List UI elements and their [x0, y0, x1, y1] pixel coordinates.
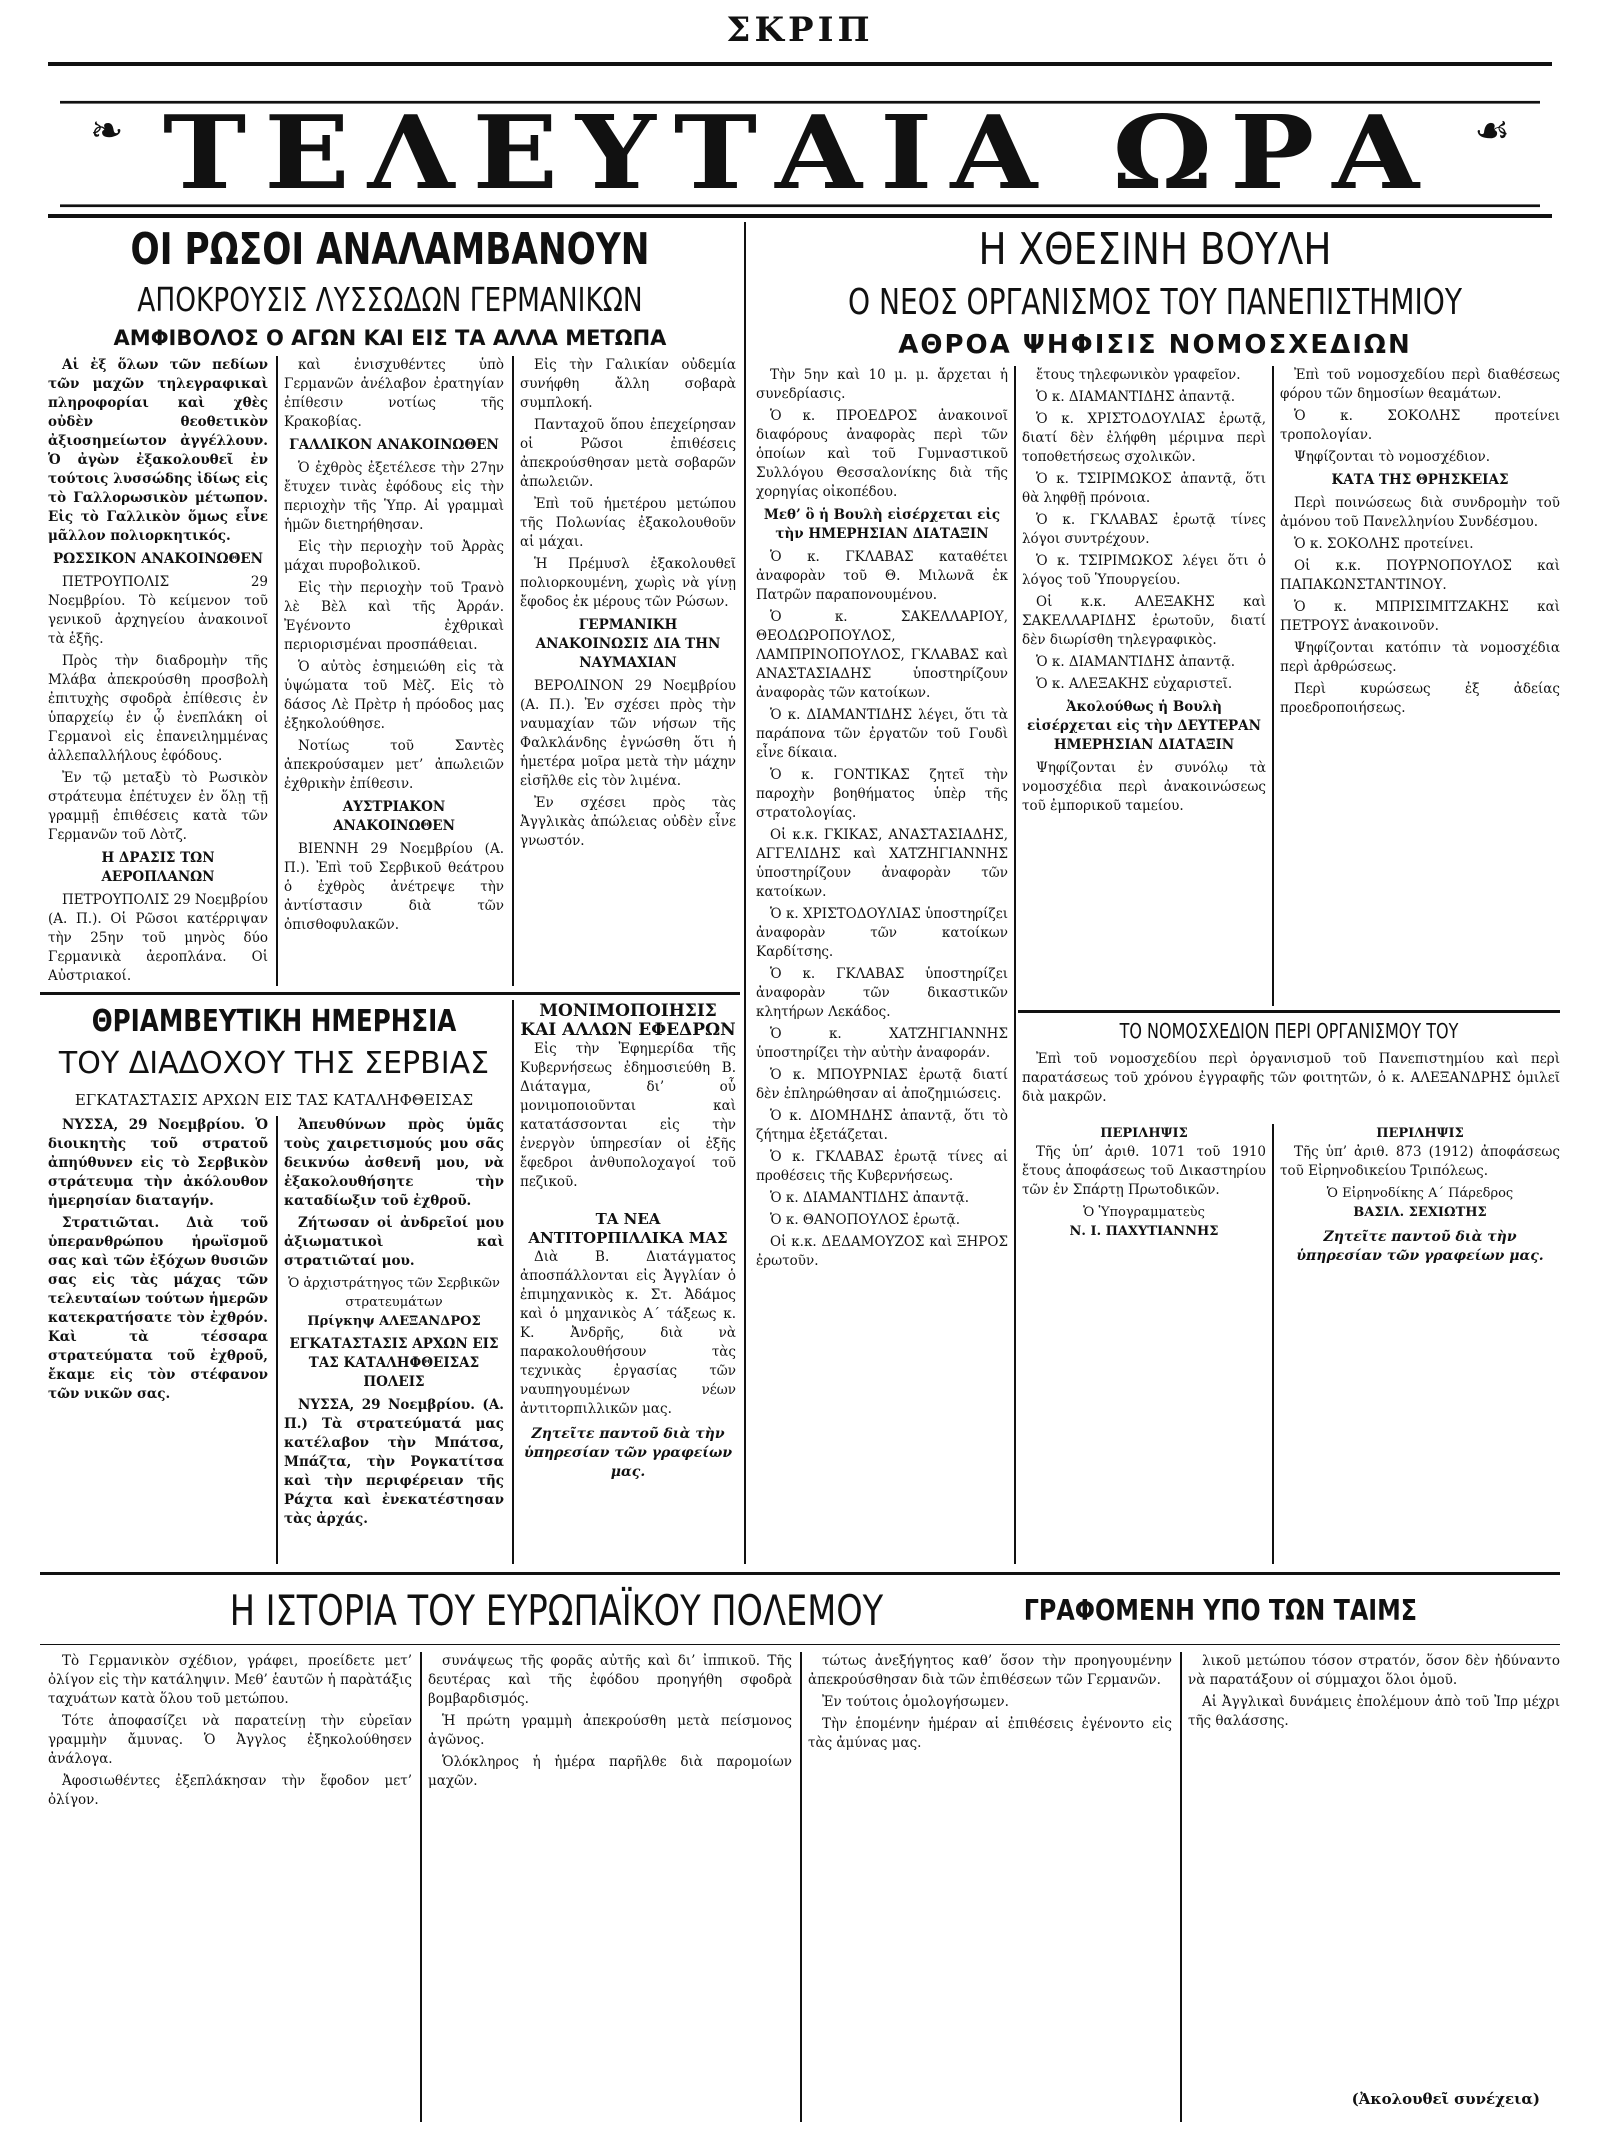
article-subhead: ΑΥΣΤΡΙΑΚΟΝ ΑΝΑΚΟΙΝΩΘΕΝ	[333, 799, 455, 834]
article-subhead: ΚΑΤΑ ΤΗΣ ΘΡΗΣΚΕΙΑΣ	[1331, 472, 1509, 488]
article-paragraph: Ὁ κ. ΔΙΟΜΗΔΗΣ ἀπαντᾷ, ὅτι τὸ ζήτημα ἐξετάζεται.	[756, 1108, 1008, 1143]
column-rule	[276, 356, 278, 986]
notice-signature-name: Ν. Ι. ΠΑΧΥΤΙΑΝΝΗΣ	[1069, 1224, 1219, 1239]
article-paragraph: Ὁ ἐχθρὸς ἐξετέλεσε τὴν 27ην ἔτυχεν τινὰς ἐφόδους εἰς τὴν περιοχὴν τῆς Ὑπρ. Αἱ γραμμαὶ ἡμῶν διετηρήθησαν.	[284, 460, 504, 533]
right-column-1	[756, 366, 1008, 1564]
article-paragraph: Ὁ κ. ΣΟΚΟΛΗΣ προτείνει.	[1294, 536, 1474, 552]
article-paragraph: Ἐν τούτοις ὁμολογήσωμεν.	[822, 1694, 1009, 1710]
notice-body: Τῆς ὑπ’ ἀριθ. 873 (1912) ἀποφάσεως τοῦ Εἰρηνοδικείου Τριπόλεως.	[1280, 1144, 1560, 1179]
notice-signature-name: ΒΑΣΙΛ. ΣΕΧΙΩΤΗΣ	[1353, 1205, 1487, 1220]
article-subhead: ΕΓΚΑΤΑΣΤΑΣΙΣ ΑΡΧΩΝ ΕΙΣ ΤΑΣ ΚΑΤΑΛΗΦΘΕΙΣΑΣ ΠΟΛΕΙΣ	[289, 1336, 499, 1390]
article-paragraph: ΒΙΕΝΝΗ 29 Νοεμβρίου (Α. Π.). Ἐπὶ τοῦ Σερβικοῦ θεάτρου ὁ ἐχθρὸς ἀνέτρεψε τὴν ἀντίστασιν διὰ τῶν ὀπισθοφυλακῶν.	[284, 841, 504, 933]
left-column-3	[520, 356, 736, 986]
column-rule	[1180, 1652, 1182, 2122]
article-paragraph: Ὁλόκληρος ἡ ἡμέρα παρῆλθε διὰ παρομοίων μαχῶν.	[428, 1754, 792, 1789]
war-history-column-3	[808, 1652, 1172, 2122]
article-paragraph: Τὸ Γερμανικὸν σχέδιον, γράφει, προείδετε μετ’ ὀλίγον εἰς τὴν κατάληψιν. Μεθ’ ἑαυτῶν ἡ παρὰτάξις ταχυάτων κατὰ ὅλου τοῦ μετώπου.	[48, 1653, 412, 1707]
article-subhead: ΓΑΛΛΙΚΟΝ ΑΝΑΚΟΙΝΩΘΕΝ	[289, 437, 499, 453]
left-column-2	[284, 356, 504, 986]
left-column-1	[48, 356, 268, 986]
article-paragraph: Ὁ κ. ΓΚΛΑΒΑΣ ἐρωτᾷ τίνες λόγοι συντρέχουν.	[1022, 512, 1266, 547]
ornament-right: ☙	[1474, 108, 1510, 154]
article-paragraph: Ἐν σχέσει πρὸς τὰς Ἀγγλικὰς ἀπώλειας οὐδὲν εἶνε γνωστόν.	[520, 795, 736, 849]
article-paragraph: Ὁ κ. ΓΚΛΑΒΑΣ καταθέτει ἀναφορὰν τοῦ Θ. Μιλωνᾶ ἐκ Πατρῶν παραπονουμένου.	[756, 549, 1008, 603]
article-paragraph: Περὶ κυρώσεως ἐξ ἀδείας προεδροποιήσεως.	[1280, 681, 1560, 716]
permanent-reserves-title: ΜΟΝΙΜΟΠΟΙΗΣΙΣ ΚΑΙ ΑΛΛΩΝ ΕΦΕΔΡΩΝ	[520, 1002, 736, 1040]
article-paragraph: ΝΥΣΣΑ, 29 Νοεμβρίου. Ὁ διοικητὴς τοῦ στρατοῦ ἀπηύθυνεν εἰς τὸ Σερβικὸν στράτευμα τὴν ἀκόλουθον ἡμερησίαν διαταγήν.	[48, 1117, 268, 1209]
article-subhead: Ἀκολούθως ἡ Βουλὴ εἰσέρχεται εἰς τὴν ΔΕΥΤΕΡΑΝ ΗΜΕΡΗΣΙΑΝ ΔΙΑΤΑΞΙΝ	[1027, 699, 1261, 753]
article-paragraph: Ὁ κ. ΓΚΛΑΒΑΣ ὑποστηρίζει ἀναφορὰν τῶν δικαστικῶν κλητήρων Λεκάδος.	[756, 966, 1008, 1020]
article-paragraph: Ψηφίζονται τὸ νομοσχέδιον.	[1294, 449, 1491, 465]
article-paragraph: Ὁ κ. ΧΡΙΣΤΟΔΟΥΛΙΑΣ ἐρωτᾷ, διατί δὲν ἐλήφθη μέριμνα περὶ τοποθετήσεως σχολικῶν.	[1022, 411, 1266, 465]
victory-deck: ΕΓΚΑΤΑΣΤΑΣΙΣ ΑΡΧΩΝ ΕΙΣ ΤΑΣ ΚΑΤΑΛΗΦΘΕΙΣΑΣ	[74, 1091, 474, 1109]
article-paragraph: Εἰς τὴν περιοχὴν τοῦ Ἀρρὰς μάχαι πυροβολικοῦ.	[284, 539, 504, 574]
right-deck: ΑΘΡΟΑ ΨΗΦΙΣΙΣ ΝΟΜΟΣΧΕΔΙΩΝ	[898, 330, 1412, 360]
article-lead-paragraph: Αἱ ἐξ ὅλων τῶν πεδίων τῶν μαχῶν τηλεγραφικαὶ πληροφορίαι καὶ χθὲς οὐδὲν θεοθετικὸν ἀξιοσημείωτον ἀγγέλλουν. Ὁ ἀγὼν ἐξακολουθεῖ ἐν τούτοις λυσσώδης ἰδίως εἰς τὸ Γαλλορωσικὸν μέτωπον. Εἰς τὸ Γαλλικὸν ὅμως εἶνε μᾶλλον πολιορκητικός.	[48, 357, 268, 544]
war-history-column-4	[1188, 1652, 1560, 2082]
article-paragraph: Ἀφοσιωθέντες ἐξεπλάκησαν τὴν ἔφοδον μετ’ ὀλίγον.	[48, 1773, 412, 1808]
article-paragraph: Ὁ κ. ΔΙΑΜΑΝΤΙΔΗΣ λέγει, ὅτι τὰ παράπονα τῶν ἐργατῶν τοῦ Γουδὶ εἶνε δίκαια.	[756, 707, 1008, 761]
article-paragraph: Ἐπὶ τοῦ νομοσχεδίου περὶ διαθέσεως φόρου τῶν δημοσίων θεαμάτων.	[1280, 367, 1560, 402]
article-paragraph: Νοτίως τοῦ Σαντὲς ἀπεκρούσαμεν μετ’ ἀπωλειῶν ἐχθρικὴν ἐπίθεσιν.	[284, 738, 504, 792]
univ-bill-article	[1022, 1050, 1560, 1120]
left-section-rule	[40, 992, 740, 995]
notice-2	[1280, 1124, 1560, 1564]
left-deck: ΑΜΦΙΒΟΛΟΣ Ο ΑΓΩΝ ΚΑΙ ΕΙΣ ΤΑ ΑΛΛΑ ΜΕΤΩΠΑ	[113, 326, 667, 350]
article-paragraph: ΝΥΣΣΑ, 29 Νοεμβρίου. (Α. Π.) Τὰ στρατεύματά μας κατέλαβον τὴν Μπάτσα, Μπάζτα, τὴν Ρογκατίτσα καὶ τὴν περιφέρειαν τῆς Ράχτα καὶ ἐνεκατέστησαν τὰς ἀρχάς.	[284, 1397, 504, 1527]
article-paragraph: συνάψεως τῆς φορᾶς αὐτῆς καὶ δι’ ἰππικοῦ. Τῆς δευτέρας καὶ τῆς ἐφόδου προηγήθη σφοδρὰ βομβαρδισμός.	[428, 1653, 792, 1707]
article-paragraph: Διὰ Β. Διατάγματος ἀποσπάλλονται εἰς Ἀγγλίαν ὁ ἐπιμηχανικὸς κ. Στ. Ἀδάμος καὶ ὁ μηχανικὸς Α΄ τάξεως κ. Κ. Ἀνδρῆς, διὰ νὰ παρακολουθήσουν τὰς τεχνικὰς ἐργασίας τῶν ναυπηγουμένων νέων ἀντιτορπιλλικῶν μας.	[520, 1249, 736, 1417]
column-rule	[512, 1000, 514, 1564]
article-paragraph: Τότε ἀποφασίζει νὰ παρατείνῃ τὴν εὐρεῖαν γραμμὴν ἄμυνας. Ὁ Ἀγγλος ἐξηκολούθησεν ἀνάλογα.	[48, 1713, 412, 1767]
article-paragraph: Ἐν τῷ μεταξὺ τὸ Ρωσικὸν στράτευμα ἐπέτυχεν ἐν ὅλῃ τῇ γραμμῇ ἐπιθέσεις κατὰ τῶν Γερμανῶν τοῦ Λὸτζ.	[48, 770, 268, 843]
article-paragraph: Ὁ κ. ΤΣΙΡΙΜΩΚΟΣ ἀπαντᾷ, ὅτι θὰ ληφθῇ πρόνοια.	[1022, 471, 1266, 506]
slogan: Ζητεῖτε παντοῦ διὰ τὴν ὑπηρεσίαν τῶν γραφείων μας.	[1296, 1229, 1544, 1264]
column-rule	[1014, 366, 1016, 1564]
continued-note: (Ἀκολουθεῖ συνέχεια)	[1351, 2090, 1540, 2108]
article-paragraph: Ὁ κ. ΔΙΑΜΑΝΤΙΔΗΣ ἀπαντᾷ.	[1036, 389, 1236, 405]
victory-title: ΘΡΙΑΜΒΕΥΤΙΚΗ ΗΜΕΡΗΣΙΑ	[91, 1004, 457, 1039]
right-column-3	[1280, 366, 1560, 1006]
univ-bill-title: ΤΟ ΝΟΜΟΣΧΕΔΙΟΝ ΠΕΡΙ ΟΡΓΑΝΙΣΜΟΥ ΤΟΥ	[1119, 1019, 1459, 1043]
victory-subtitle: ΤΟΥ ΔΙΑΔΟΧΟΥ ΤΗΣ ΣΕΡΒΙΑΣ	[58, 1046, 490, 1081]
article-paragraph: Ψηφίζονται ἐν συνόλῳ τὰ νομοσχέδια περὶ ἀνακοινώσεως τοῦ ἐμπορικοῦ ταμείου.	[1022, 760, 1266, 814]
slogan: Ζητεῖτε παντοῦ διὰ τὴν ὑπηρεσίαν τῶν γραφείων μας.	[523, 1426, 733, 1480]
article-paragraph: Εἰς τὴν Ἐφημερίδα τῆς Κυβερνήσεως ἐδημοσιεύθη Β. Διάταγμα, δι’ οὗ μονιμοποιοῦνται καὶ κατατάσσονται εἰς τὴν ἐνεργὸν ὑπηρεσίαν οἱ ἐξῆς ἔφεδροι ἀνθυπολοχαγοί τοῦ πεζικοῦ.	[520, 1041, 736, 1190]
article-paragraph: λικοῦ μετώπου τόσον στρατόν, ὅσον δὲν ἠδύναντο νὰ παρατάξουν οἱ σύμμαχοι ὅλοι ὁμοῦ.	[1188, 1653, 1560, 1688]
article-paragraph: Ὁ κ. ΔΙΑΜΑΝΤΙΔΗΣ ἀπαντᾷ.	[770, 1190, 970, 1206]
article-paragraph: Ἐπὶ τοῦ νομοσχεδίου περὶ ὀργανισμοῦ τοῦ Πανεπιστημίου καὶ περὶ παρατάσεως τοῦ χρόνου ἐγγραφῆς τῶν φοιτητῶν, ὁ κ. ΑΛΕΞΑΝΔΡΗΣ ὁμιλεῖ διὰ μακρῶν.	[1022, 1051, 1560, 1105]
permanent-reserves-article	[520, 1002, 736, 1564]
column-rule	[512, 356, 514, 986]
article-paragraph: Ὁ κ. ΘΑΝΟΠΟΥΛΟΣ ἐρωτᾷ.	[770, 1212, 961, 1228]
article-paragraph: Εἰς τὴν περιοχὴν τοῦ Τρανὸ λὲ Βὲλ καὶ τῆς Ἀρράν. Ἐγένοντο ἐχθρικαὶ περιορισμέναι προσπάθειαι.	[284, 580, 504, 653]
notice-title: ΠΕΡΙΛΗΨΙΣ	[1376, 1126, 1464, 1141]
article-paragraph: Ὁ κ. ΠΡΟΕΔΡΟΣ ἀνακοινοῖ διαφόρους ἀναφορὰς περὶ τῶν ὁποίων καὶ τοῦ Γυμναστικοῦ Συλλόγου Θεσσαλονίκης διὰ τῆς χορηγίας οἰκοπέδου.	[756, 408, 1008, 500]
column-rule	[420, 1652, 422, 2122]
article-paragraph: Ὁ αὐτὸς ἐσημειώθη εἰς τὰ ὑψώματα τοῦ Μὲζ. Εἰς τὸ δάσος Λὲ Πρὲτρ ἡ πρόοδος μας ἐξηκολούθησε.	[284, 659, 504, 732]
article-paragraph: Ὁ κ. ΣΟΚΟΛΗΣ προτείνει τροπολογίαν.	[1280, 408, 1560, 443]
univ-section-rule	[1018, 1010, 1560, 1013]
article-paragraph: Πανταχοῦ ὅπου ἐπεχείρησαν οἱ Ρῶσοι ἐπιθέσεις ἀπεκρούσθησαν μετὰ σοβαρῶν ἀπωλειῶν.	[520, 417, 736, 490]
article-subhead: ΓΕΡΜΑΝΙΚΗ ΑΝΑΚΟΙΝΩΣΙΣ ΔΙΑ ΤΗΝ ΝΑΥΜΑΧΙΑΝ	[535, 617, 721, 671]
column-rule	[800, 1652, 802, 2122]
article-paragraph: Ὁ κ. ΑΛΕΞΑΚΗΣ εὐχαριστεῖ.	[1036, 676, 1233, 692]
notice-signature-title: Ὁ Εἰρηνοδίκης Α΄ Πάρεδρος	[1326, 1186, 1514, 1201]
article-paragraph: Οἱ κ.κ. ΔΕΔΑΜΟΥΖΟΣ καὶ ΞΗΡΟΣ ἐρωτοῦν.	[756, 1234, 1008, 1269]
article-paragraph: ΠΕΤΡΟΥΠΟΛΙΣ 29 Νοεμβρίου. Τὸ κείμενον τοῦ γενικοῦ ἀρχηγείου ἀνακοινοῖ τὰ ἑξῆς.	[48, 574, 268, 647]
bottom-subrule	[40, 1644, 1560, 1645]
article-paragraph: Αἱ Ἀγγλικαὶ δυνάμεις ἐπολέμουν ἀπὸ τοῦ Ἰπρ μέχρι τῆς θαλάσσης.	[1188, 1694, 1560, 1729]
signature-title: Ὁ ἀρχιστράτηγος τῶν Σερβικῶν στρατευμάτων	[288, 1276, 500, 1310]
article-paragraph: Ὁ κ. ΓΚΛΑΒΑΣ ἐρωτᾷ τίνες αἱ προθέσεις τῆς Κυβερνήσεως.	[756, 1149, 1008, 1184]
war-history-headline	[40, 1580, 1560, 1640]
article-paragraph: Ὁ κ. ΣΑΚΕΛΛΑΡΙΟΥ, ΘΕΟΔΩΡΟΠΟΥΛΟΣ, ΛΑΜΠΡΙΝΟΠΟΥΛΟΣ, ΓΚΛΑΒΑΣ καὶ ΑΝΑΣΤΑΣΙΑΔΗΣ ὑποστηρίζουν ἀναφορὰς τῶν κατοίκων.	[756, 609, 1008, 701]
new-torpedo-boats-title: ΤΑ ΝΕΑ ΑΝΤΙΤΟΡΠΙΛΛΙΚΑ ΜΑΣ	[528, 1210, 728, 1247]
article-paragraph: Ἡ πρώτη γραμμὴ ἀπεκρούσθη μετὰ πείσμονος ἀγῶνος.	[428, 1713, 792, 1748]
bottom-section-rule	[40, 1572, 1560, 1575]
article-paragraph: Περὶ ποινώσεως διὰ συνδρομὴν τοῦ ἀμόνου τοῦ Πανελληνίου Συνδέσμου.	[1280, 495, 1560, 530]
war-history-headline-source: ΓΡΑΦΟΜΕΝΗ ΥΠΟ ΤΩΝ ΤΑΙΜΣ	[1023, 1593, 1418, 1627]
article-paragraph: Ὁ κ. ΓΟΝΤΙΚΑΣ ζητεῖ τὴν παροχὴν βοηθήματος ὑπὲρ τῆς στρατολογίας.	[756, 767, 1008, 821]
column-rule	[1272, 1124, 1274, 1564]
notice-title: ΠΕΡΙΛΗΨΙΣ	[1100, 1126, 1188, 1141]
article-paragraph: Τὴν ἑπομένην ἡμέραν αἱ ἐπιθέσεις ἐγένοντο εἰς τὰς ἀμύνας μας.	[808, 1716, 1172, 1751]
column-rule	[276, 1116, 278, 1564]
ornament-left: ❧	[90, 108, 124, 154]
article-paragraph: Ὁ κ. ΤΣΙΡΙΜΩΚΟΣ λέγει ὅτι ὁ λόγος τοῦ Ὑπουργείου.	[1022, 553, 1266, 588]
article-paragraph: ΒΕΡΟΛΙΝΟΝ 29 Νοεμβρίου (Α. Π.). Ἐν σχέσει πρὸς τὴν ναυμαχίαν τῶν νήσων τῆς Φαλκλάνδης ἐγνώσθη ὅτι ἡ ἡμετέρα μοῖρα μετὰ τὴν μάχην εἰσῆλθε εἰς τὸν λιμένα.	[520, 678, 736, 789]
article-paragraph: Οἱ κ.κ. ΑΛΕΞΑΚΗΣ καὶ ΣΑΚΕΛΛΑΡΙΔΗΣ ἐρωτοῦν, διατί δὲν διωρίσθη τηλεγραφικὸς.	[1022, 594, 1266, 648]
article-paragraph: Ὁ κ. ΧΑΤΖΗΓΙΑΝΝΗΣ ὑποστηρίζει τὴν αὐτὴν ἀναφοράν.	[756, 1026, 1008, 1061]
war-history-column-2	[428, 1652, 792, 2122]
article-paragraph: τώτως ἀνεξήγητος καθ’ ὅσον τὴν προηγουμένην ἀπεκρούσθησαν διὰ τῶν ἐπιθέσεων τῶν Γερμανῶν.	[808, 1653, 1172, 1688]
article-paragraph: Οἱ κ.κ. ΓΚΙΚΑΣ, ΑΝΑΣΤΑΣΙΑΔΗΣ, ΑΓΓΕΛΙΔΗΣ καὶ ΧΑΤΖΗΓΙΑΝΝΗΣ ὑποστηρίζουν ἀναφορὰν τῶν κατοίκων.	[756, 827, 1008, 900]
article-paragraph: Ἡ Πρέμυσλ ἐξακολουθεῖ πολιορκουμένη, χωρὶς νὰ γίνῃ ἔφοδος ἐκ μέρους τῶν Ρώσων.	[520, 556, 736, 610]
article-paragraph: ΠΕΤΡΟΥΠΟΛΙΣ 29 Νοεμβρίου (Α. Π.). Οἱ Ρῶσοι κατέρριψαν τὴν 25ην τοῦ μηνὸς δύο Γερμανικὰ ἀεροπλάνα. Οἱ Αὐστριακοί.	[48, 892, 268, 984]
article-paragraph: ἔτους τηλεφωνικὸν γραφεῖον.	[1036, 367, 1241, 383]
article-paragraph: Οἱ κ.κ. ΠΟΥΡΝΟΠΟΥΛΟΣ καὶ ΠΑΠΑΚΩΝΣΤΑΝΤΙΝΟΥ.	[1280, 558, 1560, 593]
notice-body: Τῆς ὑπ’ ἀριθ. 1071 τοῦ 1910 ἔτους ἀποφάσεως τοῦ Δικαστηρίου τῶν ἐν Σπάρτῃ Πρωτοδικῶν.	[1022, 1144, 1266, 1198]
masthead-top-rule	[48, 62, 1552, 66]
notice-signature-title: Ὁ Ὑπογραμματεὺς	[1083, 1205, 1205, 1220]
article-paragraph: Ὁ κ. ΜΠΟΥΡΝΙΑΣ ἐρωτᾷ διατί δὲν ἐπληρώθησαν αἱ ἀποζημιώσεις.	[756, 1067, 1008, 1102]
victory-column-a	[48, 1116, 268, 1564]
article-paragraph: Ἐπὶ τοῦ ἡμετέρου μετώπου τῆς Πολωνίας ἐξακολουθοῦν αἱ μάχαι.	[520, 496, 736, 550]
left-subheadline: ΑΠΟΚΡΟΥΣΙΣ ΛΥΣΣΩΔΩΝ ΓΕΡΜΑΝΙΚΩΝ	[137, 280, 643, 319]
victory-column-b	[284, 1116, 504, 1564]
article-paragraph: Ὁ κ. ΔΙΑΜΑΝΤΙΔΗΣ ἀπαντᾷ.	[1036, 654, 1236, 670]
article-paragraph: Ὁ κ. ΜΠΡΙΣΙΜΙΤΖΑΚΗΣ καὶ ΠΕΤΡΟΥΣ ἀνακοινοῦν.	[1280, 599, 1560, 634]
masthead-bottom-rule	[48, 214, 1552, 218]
right-column-2	[1022, 366, 1266, 1006]
article-paragraph: Τὴν 5ην καὶ 10 μ. μ. ἄρχεται ἡ συνεδρίασις.	[756, 367, 1008, 402]
column-rule	[1272, 366, 1274, 1006]
signature-name: Πρίγκηψ ΑΛΕΞΑΝΔΡΟΣ	[307, 1314, 481, 1329]
article-subhead: Μεθ’ ὃ ἡ Βουλὴ εἰσέρχεται εἰς τὴν ΗΜΕΡΗΣΙΑΝ ΔΙΑΤΑΞΙΝ	[763, 507, 1001, 542]
article-paragraph: Ὁ κ. ΧΡΙΣΤΟΔΟΥΛΙΑΣ ὑποστηρίζει ἀναφορὰν τῶν κατοίκων Καρδίτσης.	[756, 906, 1008, 960]
right-headline: Η ΧΘΕΣΙΝΗ ΒΟΥΛΗ	[978, 224, 1332, 275]
article-paragraph: Εἰς τὴν Γαλικίαν οὐδεμία συνήφθη ἄλλη σοβαρὰ συμπλοκή.	[520, 357, 736, 411]
war-history-column-1	[48, 1652, 412, 2122]
article-subhead: ΡΩΣΣΙΚΟΝ ΑΝΑΚΟΙΝΩΘΕΝ	[53, 551, 263, 567]
notice-1	[1022, 1124, 1266, 1564]
article-paragraph: καὶ ἐνισχυθέντες ὑπὸ Γερμανῶν ἀνέλαβον ἐρατηγίαν ἐπίθεσιν νοτίως τῆς Κρακοβίας.	[284, 357, 504, 430]
article-subhead: Η ΔΡΑΣΙΣ ΤΩΝ ΑΕΡΟΠΛΑΝΩΝ	[101, 850, 215, 885]
center-column-rule	[744, 222, 746, 1564]
war-history-headline-main: Η ΙΣΤΟΡΙΑ ΤΟΥ ΕΥΡΩΠΑΪΚΟΥ ΠΟΛΕΜΟΥ	[229, 1585, 884, 1635]
right-subheadline: Ο ΝΕΟΣ ΟΡΓΑΝΙΣΜΟΣ ΤΟΥ ΠΑΝΕΠΙΣΤΗΜΙΟΥ	[847, 282, 1463, 323]
article-paragraph: Ψηφίζονται κατόπιν τὰ νομοσχέδια περὶ ἀρθρώσεως.	[1280, 640, 1560, 675]
left-headline: ΟΙ ΡΩΣΟΙ ΑΝΑΛΑΜΒΑΝΟΥΝ	[130, 224, 650, 275]
article-paragraph: Στρατιῶται. Διὰ τοῦ ὑπερανθρώπου ἡρωϊσμοῦ σας καὶ τῶν ἐξόχων θυσιῶν σας εἰς τὰς μάχας τῶν τελευταίων τούτων ἡμερῶν κατεκρατήσατε τὸν ἐχθρόν. Καὶ τὰ τέσσαρα στρατεύματα τοῦ ἐχθροῦ, ἔκαμε εἰς τὸν στέφανον τῶν νικῶν σας.	[48, 1215, 268, 1402]
masthead-small-title: ΣΚΡΙΠ	[726, 10, 874, 50]
article-paragraph: Πρὸς τὴν διαδρομὴν τῆς Μλάβα ἀπεκρούσθη προσβολὴ ἐπιτυχὴς σφοδρὰ ἐπίθεσις ἐν ὑπαρχείῳ ἐν ᾧ ἐνεπλάκη οἱ Γερμανοὶ εἰς ἐπανειλημμένας ἀλλεπαλλήλους ἐφόδους.	[48, 653, 268, 764]
masthead-title: ΤΕΛΕΥΤΑΙΑ ΩΡΑ	[60, 101, 1540, 207]
article-paragraph: Ἀπευθύνων πρὸς ὑμᾶς τοὺς χαιρετισμούς μου σᾶς δεικνύω ἀσθενῆ μου, νὰ ἐξακολουθήσητε τὴν καταδίωξιν τοῦ ἐχθροῦ.	[284, 1117, 504, 1209]
article-paragraph: Ζήτωσαν οἱ ἀνδρεῖοί μου ἀξιωματικοὶ καὶ στρατιῶταί μου.	[284, 1215, 504, 1269]
